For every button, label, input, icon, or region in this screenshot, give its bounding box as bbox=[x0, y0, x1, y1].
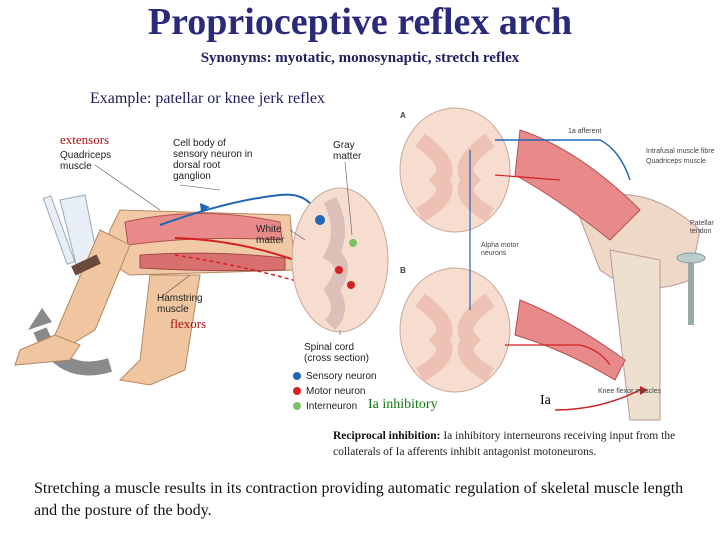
label-ia-inhibitory: Ia inhibitory bbox=[368, 397, 438, 412]
legend-interneuron-label: Interneuron bbox=[306, 401, 358, 412]
label-spinal-cord-line1: Spinal cord bbox=[304, 342, 355, 353]
kick-arrow-head bbox=[28, 308, 52, 330]
label-alpha-motor bbox=[481, 242, 519, 258]
label-hamstring bbox=[157, 293, 203, 315]
label-white-matter-line1: White bbox=[256, 224, 282, 235]
synonyms-subtitle: Synonyms: myotatic, monosynaptic, stretch reflex bbox=[200, 50, 520, 66]
dorsal-root-ganglion bbox=[315, 215, 325, 225]
label-patellar-line2: tendon bbox=[690, 228, 712, 235]
label-hamstring-line2: muscle bbox=[157, 304, 189, 315]
label-cell-body-line2: sensory neuron in bbox=[173, 149, 253, 160]
label-flexors: flexors bbox=[170, 316, 207, 331]
reciprocal-text: Ia inhibitory interneurons receiving input from the collaterals of Ia afferents inhibit antagonist motoneurons. bbox=[333, 430, 676, 458]
label-alpha-line1: Alpha motor bbox=[481, 242, 519, 249]
reciprocal-inhibition-caption bbox=[333, 428, 703, 460]
label-cell-body bbox=[173, 138, 253, 182]
label-white-matter bbox=[256, 224, 284, 246]
example-highlight: patellar or knee jerk reflex bbox=[155, 90, 325, 107]
label-cell-body-line4: ganglion bbox=[173, 171, 211, 182]
leg-illustration bbox=[15, 195, 295, 385]
label-alpha-line2: neurons bbox=[481, 250, 507, 257]
label-white-matter-line2: matter bbox=[256, 235, 285, 246]
label-gray-matter bbox=[333, 140, 361, 162]
legend-interneuron-dot bbox=[293, 402, 301, 410]
example-prefix: Example: bbox=[90, 90, 156, 107]
label-cell-body-line1: Cell body of bbox=[173, 138, 226, 149]
reciprocal-heading: Reciprocal inhibition: bbox=[333, 430, 441, 442]
page-title: Proprioceptive reflex arch bbox=[147, 1, 573, 43]
label-patellar-tendon bbox=[690, 220, 714, 236]
label-quadriceps-line2: muscle bbox=[60, 161, 92, 172]
label-knee-flexor: Knee flexor muscles bbox=[598, 388, 662, 395]
legend-sensory-label: Sensory neuron bbox=[306, 371, 377, 382]
reflex-hammer-right bbox=[688, 255, 694, 325]
label-gray-matter-line2: matter bbox=[333, 151, 362, 162]
label-spinal-cord-line2: (cross section) bbox=[304, 353, 370, 364]
label-cell-body-line3: dorsal root bbox=[173, 160, 221, 171]
label-extensors: extensors bbox=[60, 132, 110, 147]
label-ia-afferent: 1a afferent bbox=[568, 128, 602, 135]
label-patellar-line1: Patellar bbox=[690, 220, 714, 227]
label-quadriceps bbox=[60, 150, 111, 172]
label-quadriceps-line1: Quadriceps bbox=[60, 150, 112, 161]
label-panel-b: B bbox=[400, 266, 406, 275]
legend-sensory-dot bbox=[293, 372, 301, 380]
legend-motor-dot bbox=[293, 387, 301, 395]
label-intrafusal: Intrafusal muscle fibre bbox=[646, 148, 715, 155]
label-ia: Ia bbox=[540, 393, 551, 408]
label-quadriceps-right: Quadriceps muscle bbox=[646, 158, 706, 165]
label-panel-a: A bbox=[400, 111, 406, 120]
summary-text: Stretching a muscle results in its contraction providing automatic regulation of skeletal muscle length and the posture of the body. bbox=[34, 480, 684, 519]
label-spinal-cord bbox=[304, 342, 369, 364]
legend-motor-label: Motor neuron bbox=[306, 386, 366, 397]
label-gray-matter-line1: Gray bbox=[333, 140, 355, 151]
label-hamstring-line1: Hamstring bbox=[157, 293, 203, 304]
spinal-cord-cross-section bbox=[292, 188, 388, 332]
